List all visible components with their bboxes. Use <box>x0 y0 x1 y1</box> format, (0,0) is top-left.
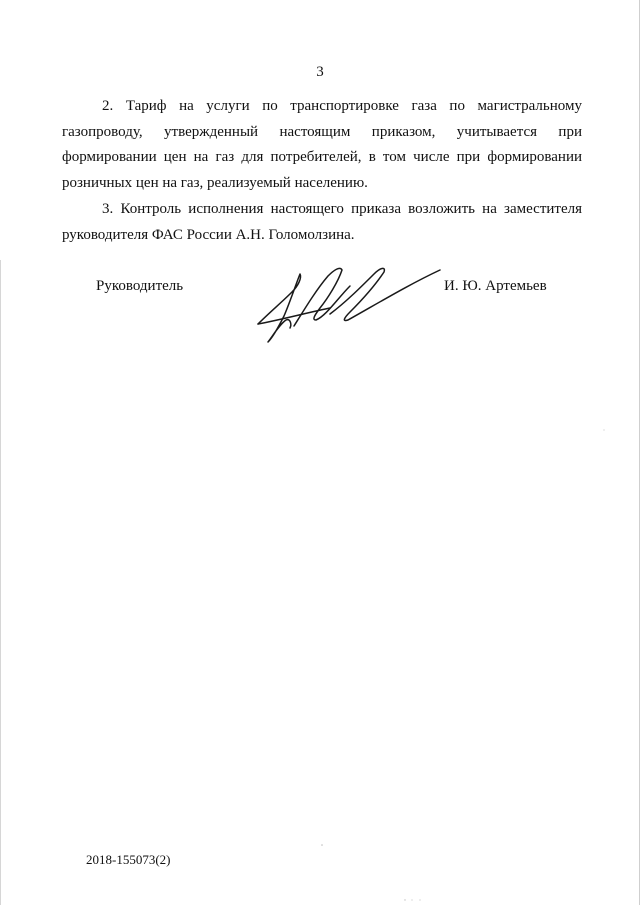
paragraph-text: Контроль исполнения настоящего приказа возложить на заместителя руководителя ФАС России А.Н. Голомолзина. <box>62 201 582 243</box>
signature-stroke <box>258 308 330 324</box>
signer-name: И. Ю. Артемьев <box>444 278 547 294</box>
signature-stroke <box>330 268 440 320</box>
page-edge-left <box>0 260 1 905</box>
handwritten-signature <box>250 262 450 346</box>
paragraph-2 <box>62 94 582 196</box>
page-number: 3 <box>316 64 324 80</box>
signature-stroke <box>258 274 301 342</box>
paragraph-3 <box>62 197 582 248</box>
signer-title: Руководитель <box>96 278 184 294</box>
document-id: 2018-155073(2) <box>86 852 171 867</box>
signature-stroke <box>294 268 350 326</box>
paragraph-text: Тариф на услуги по транспортировке газа по магистральному газопроводу, утвержденный настоящим приказом, учитывается при формировании цен на газ для потребителей, в том числе при формировании розничных цен на газ, реализуемый населению. <box>62 98 582 191</box>
paragraph-number: 3. <box>102 201 114 217</box>
paragraph-number: 2. <box>102 98 114 114</box>
